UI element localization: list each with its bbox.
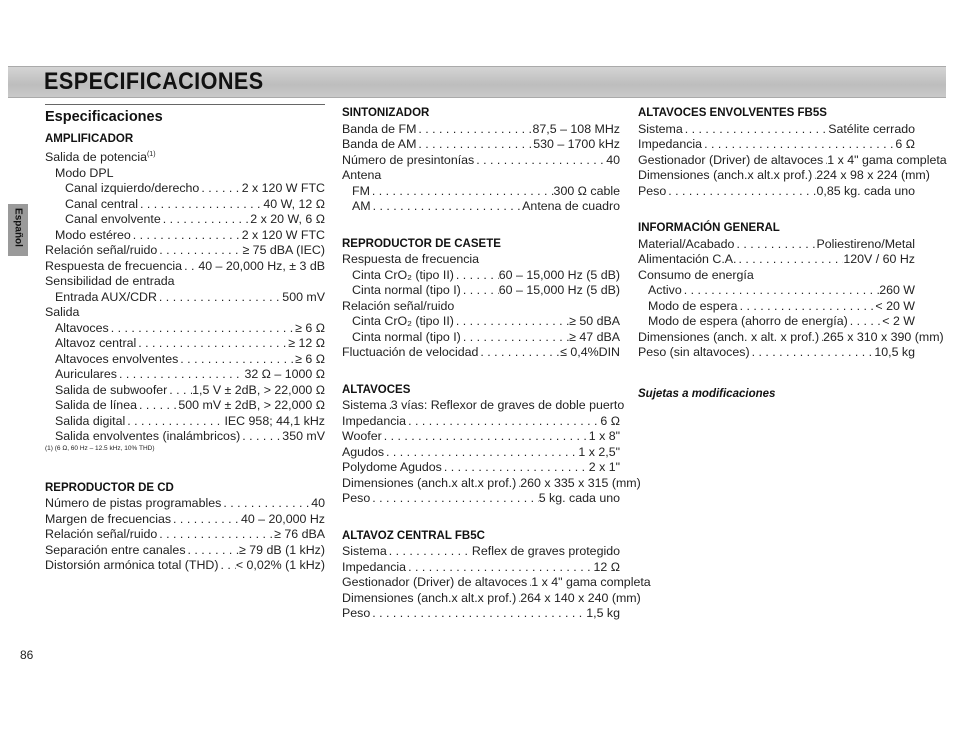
- spec-list: [342, 544, 651, 622]
- spec-value: 40: [311, 496, 325, 511]
- dot-leader: [461, 330, 569, 346]
- spec-row: [342, 590, 641, 607]
- spec-label: Impedancia: [638, 137, 703, 151]
- spec-list: [342, 184, 620, 215]
- spec-row: [342, 429, 620, 445]
- spec-row: [342, 460, 620, 476]
- spec-value: ≥ 6 Ω: [295, 320, 325, 335]
- spec-label: Fluctuación de velocidad: [342, 345, 479, 359]
- spec-label: Activo: [648, 283, 682, 297]
- dot-leader: [478, 345, 560, 361]
- spec-label: Relación señal/ruido: [45, 527, 158, 542]
- column-3: [638, 106, 947, 402]
- dot-leader: [109, 321, 295, 337]
- spec-row: [45, 259, 325, 275]
- dot-leader: [219, 558, 236, 574]
- dot-leader: [117, 367, 244, 383]
- spec-label: Alimentación C.A.: [638, 252, 737, 266]
- spec-value: 2 x 20 W, 6 Ω: [250, 212, 325, 227]
- spec-label: Salida de línea: [55, 398, 137, 413]
- dot-leader: [734, 237, 816, 253]
- spec-row: [342, 137, 620, 153]
- spec-value: 2 x 1": [588, 460, 620, 474]
- spec-list: [45, 290, 325, 306]
- spec-row: [638, 122, 915, 138]
- spec-value: 12 Ω: [593, 559, 620, 574]
- spec-row: [342, 199, 620, 215]
- section-title-casete: REPRODUCTOR DE CASETE: [342, 237, 501, 250]
- spec-value: 0,85 kg. cada uno: [816, 183, 915, 198]
- dot-leader: [157, 290, 282, 306]
- spec-label: Material/Acabado: [638, 236, 735, 251]
- spec-row: [342, 491, 620, 507]
- dot-leader: [474, 153, 606, 169]
- disclaimer: Sujetas a modificaciones: [638, 387, 776, 400]
- spec-row: [45, 496, 325, 512]
- spec-value: Satélite cerrado: [828, 121, 915, 136]
- dot-leader: [370, 606, 586, 622]
- dot-leader: [750, 345, 875, 361]
- spec-row: [45, 352, 325, 368]
- dot-leader: [736, 252, 843, 268]
- spec-group-label: Sensibilidad de entrada: [45, 274, 175, 289]
- dot-leader: [240, 429, 282, 445]
- spec-value: ≥ 12 Ω: [288, 336, 325, 351]
- spec-label: Sistema: [638, 121, 683, 136]
- spec-label: Distorsión armónica total (THD): [45, 558, 219, 573]
- spec-row: [45, 429, 325, 445]
- spec-row: [45, 228, 325, 244]
- spec-label: FM: [352, 183, 370, 198]
- spec-value: ≥ 75 dBA (IEC): [242, 243, 325, 258]
- spec-row: [342, 445, 620, 461]
- dot-leader: [454, 314, 569, 330]
- spec-label: Dimensiones (anch.x alt.x prof.): [638, 168, 813, 182]
- section-title-central: ALTAVOZ CENTRAL FB5C: [342, 529, 485, 542]
- spec-row: [45, 243, 325, 259]
- spec-value: 40 – 20,000 Hz, ± 3 dB: [198, 258, 325, 273]
- spec-label: Gestionador (Driver) de altavoces: [342, 575, 528, 589]
- banner-title: ESPECIFICACIONES: [44, 68, 264, 95]
- spec-value: 3 vías: Reflexor de graves de doble puerto: [390, 398, 625, 412]
- spec-value: ≥ 47 dBA: [569, 329, 620, 344]
- spec-value: 6 Ω: [600, 413, 620, 428]
- dot-leader: [157, 243, 242, 259]
- spec-row: [45, 414, 325, 430]
- spec-row: [638, 237, 915, 253]
- spec-value: Reflex de graves protegido: [471, 544, 620, 558]
- spec-value: 87,5 – 108 MHz: [532, 121, 620, 136]
- spec-row: [45, 367, 325, 383]
- section-title-cd: REPRODUCTOR DE CD: [45, 481, 174, 494]
- spec-row: [342, 560, 620, 576]
- spec-list: [45, 321, 325, 445]
- spec-value: IEC 958; 44,1 kHz: [224, 413, 325, 428]
- spec-label: Margen de frecuencias: [45, 511, 172, 526]
- spec-label: Cinta normal (tipo I): [352, 329, 461, 344]
- spec-list: [342, 398, 641, 507]
- spec-label: Banda de AM: [342, 137, 417, 151]
- spec-value: 500 mV: [282, 289, 325, 304]
- spec-row: [638, 137, 915, 153]
- dot-leader: [406, 414, 600, 430]
- spec-value: 6 Ω: [895, 137, 915, 151]
- heading-rule: [45, 104, 325, 105]
- spec-label: Dimensiones (anch.x alt.x prof.): [342, 590, 517, 605]
- spec-row: [45, 197, 325, 213]
- spec-row: [638, 283, 915, 299]
- spec-label: Respuesta de frecuencia: [45, 258, 183, 273]
- dot-leader: [125, 414, 224, 430]
- dot-leader: [416, 137, 533, 153]
- spec-label: Peso (sin altavoces): [638, 345, 750, 359]
- spec-label: Salida digital: [55, 413, 126, 428]
- spec-label: Canal envolvente: [65, 212, 161, 227]
- spec-value: 260 W: [879, 283, 915, 297]
- dot-leader: [384, 445, 578, 461]
- spec-row: [45, 336, 325, 352]
- spec-list: [342, 268, 620, 299]
- spec-value: 1 x 8": [588, 429, 620, 443]
- dot-leader: [666, 184, 816, 200]
- spec-label: Salida envolventes (inalámbricos): [55, 429, 241, 444]
- dot-leader: [406, 560, 593, 576]
- spec-row: [342, 122, 620, 138]
- dot-leader: [848, 314, 883, 330]
- spec-label: Dimensiones (anch. x alt. x prof.): [638, 329, 820, 344]
- spec-label: AM: [352, 199, 371, 213]
- spec-group-label: [45, 147, 325, 166]
- spec-label: Sistema: [342, 544, 387, 558]
- spec-list: [638, 237, 915, 268]
- spec-value: 2 x 120 W FTC: [241, 181, 325, 196]
- spec-row: [342, 398, 625, 414]
- spec-list: [638, 121, 947, 200]
- spec-label: Modo de espera: [648, 298, 738, 313]
- dot-leader: [186, 543, 239, 559]
- spec-label: Separación entre canales: [45, 542, 186, 557]
- spec-label: Impedancia: [342, 413, 407, 428]
- dot-leader: [738, 299, 876, 315]
- spec-row: [342, 153, 620, 169]
- spec-row: [342, 345, 620, 361]
- spec-label: Altavoz central: [55, 336, 137, 351]
- dot-leader: [387, 544, 472, 560]
- spec-list: [45, 496, 325, 574]
- dot-leader: [171, 512, 241, 528]
- spec-label: Cinta normal (tipo I): [352, 283, 461, 297]
- spec-value: 300 Ω cable: [553, 183, 620, 198]
- spec-group-label: Consumo de energía: [638, 267, 754, 282]
- spec-value: 60 – 15,000 Hz (5 dB): [498, 267, 620, 282]
- spec-label: Canal central: [65, 196, 139, 211]
- spec-value: 264 x 140 x 240 (mm): [520, 590, 641, 605]
- spec-row: [638, 314, 915, 330]
- spec-group-label: Salida: [45, 305, 80, 320]
- spec-row: [45, 543, 325, 559]
- spec-row: [45, 321, 325, 337]
- spec-row: [638, 184, 915, 200]
- dot-leader: [131, 228, 242, 244]
- spec-group-label: Respuesta de frecuencia: [342, 252, 480, 266]
- spec-value: ≥ 79 dB (1 kHz): [239, 542, 325, 557]
- dot-leader: [167, 383, 192, 399]
- spec-label: Canal izquierdo/derecho: [65, 181, 200, 196]
- dot-leader: [454, 268, 499, 284]
- spec-row: [342, 330, 620, 346]
- spec-row: [342, 414, 620, 430]
- spec-value: 1,5 V ± 2dB, > 22,000 Ω: [192, 382, 325, 397]
- spec-label: Salida de subwoofer: [55, 382, 168, 397]
- page-heading: Especificaciones: [45, 109, 163, 125]
- dot-leader: [370, 184, 554, 200]
- dot-leader: [370, 491, 538, 507]
- dot-leader: [221, 496, 311, 512]
- spec-row: [638, 252, 915, 268]
- spec-value: ≥ 76 dBA: [274, 527, 325, 542]
- dot-leader: [682, 283, 879, 299]
- language-tab-label: Español: [12, 208, 24, 247]
- spec-value: < 2 W: [882, 314, 915, 328]
- spec-value: 40 W, 12 Ω: [263, 196, 325, 211]
- spec-row: [638, 345, 915, 361]
- spec-label: Auriculares: [55, 367, 117, 382]
- spec-row: [342, 184, 620, 200]
- spec-value: 224 x 98 x 224 (mm): [816, 168, 930, 182]
- dot-leader: [137, 398, 178, 414]
- section-title-general: INFORMACIÓN GENERAL: [638, 222, 780, 234]
- spec-list: [638, 283, 944, 361]
- spec-value: ≤ 0,4%DIN: [560, 345, 620, 359]
- spec-label: Polydome Agudos: [342, 460, 442, 474]
- spec-label: Modo de espera (ahorro de energía): [648, 314, 848, 328]
- spec-label: Salida de potencia: [45, 150, 147, 165]
- spec-row: [45, 512, 325, 528]
- spec-label: Impedancia: [342, 559, 407, 574]
- spec-value: 350 mV: [282, 429, 325, 444]
- section-banner: [8, 66, 946, 98]
- dot-leader: [138, 197, 263, 213]
- spec-row: [45, 290, 325, 306]
- spec-group-label: Modo DPL: [55, 165, 114, 180]
- spec-label: Altavoces envolventes: [55, 351, 179, 366]
- section-title-envolventes: ALTAVOCES ENVOLVENTES FB5S: [638, 107, 827, 119]
- spec-row: [342, 606, 620, 622]
- dot-leader: [371, 199, 523, 215]
- dot-leader: [157, 527, 274, 543]
- spec-row: [45, 212, 325, 228]
- dot-leader: [382, 429, 589, 445]
- spec-label: Número de pistas programables: [45, 496, 222, 511]
- section-title-sintonizador: SINTONIZADOR: [342, 107, 430, 119]
- spec-value: 1 x 2,5": [578, 444, 620, 459]
- spec-list: [342, 314, 620, 361]
- spec-row: [45, 527, 325, 543]
- spec-row: [45, 383, 325, 399]
- spec-value: 530 – 1700 kHz: [533, 137, 620, 151]
- spec-row: [342, 268, 620, 284]
- spec-value: 5 kg. cada uno: [538, 491, 620, 505]
- dot-leader: [136, 336, 288, 352]
- dot-leader: [178, 352, 295, 368]
- footnote: (1) (6 Ω, 60 Hz – 12.5 kHz, 10% THD): [45, 444, 155, 452]
- dot-leader: [161, 212, 251, 228]
- spec-label: Banda de FM: [342, 121, 417, 136]
- dot-leader: [199, 181, 241, 197]
- spec-value: 265 x 310 x 390 (mm): [823, 329, 944, 344]
- spec-row: [45, 398, 325, 414]
- spec-row: [638, 152, 947, 169]
- spec-label: Gestionador (Driver) de altavoces: [638, 152, 824, 167]
- spec-row: [638, 299, 915, 315]
- spec-value: < 0,02% (1 kHz): [235, 558, 325, 573]
- spec-list: [45, 181, 325, 274]
- spec-value: 10,5 kg: [874, 345, 915, 359]
- spec-label: Agudos: [342, 444, 385, 459]
- spec-value: 1 x 4" gama completa: [531, 575, 651, 589]
- column-1: [45, 106, 325, 574]
- spec-value: ≥ 50 dBA: [569, 314, 620, 328]
- section-title-altavoces: ALTAVOCES: [342, 383, 411, 396]
- spec-label: Relación señal/ruido: [45, 243, 158, 258]
- spec-row: [342, 544, 620, 560]
- dot-leader: [442, 460, 589, 476]
- dot-leader: [683, 122, 828, 138]
- spec-label: Altavoces: [55, 320, 109, 335]
- dot-leader: [461, 283, 499, 299]
- dot-leader: [416, 122, 532, 138]
- spec-row: [638, 168, 930, 184]
- spec-row: [638, 329, 944, 346]
- spec-row: [342, 314, 620, 330]
- spec-value: < 20 W: [875, 298, 915, 313]
- column-2: [342, 106, 651, 622]
- spec-value: 40 – 20,000 Hz: [240, 511, 325, 526]
- spec-value: 32 Ω – 1000 Ω: [244, 367, 325, 382]
- spec-list: [342, 122, 620, 169]
- spec-label: Modo estéreo: [55, 227, 131, 242]
- spec-label: Peso: [342, 606, 371, 620]
- spec-row: [342, 475, 641, 492]
- spec-row: [45, 558, 325, 574]
- spec-value: 60 – 15,000 Hz (5 dB): [498, 283, 620, 297]
- spec-value: Poliestireno/Metal: [816, 236, 915, 251]
- spec-value: 1 x 4" gama completa: [827, 152, 947, 167]
- spec-value: 120V / 60 Hz: [843, 252, 915, 266]
- spec-label: Dimensiones (anch.x alt.x prof.): [342, 475, 517, 490]
- language-tab: [8, 204, 28, 256]
- spec-value: 260 x 335 x 315 (mm): [520, 475, 641, 490]
- spec-label: Cinta CrO₂ (tipo II): [352, 267, 454, 282]
- section-title-amplificador: AMPLIFICADOR: [45, 132, 134, 145]
- spec-value: 500 mV ± 2dB, > 22,000 Ω: [178, 398, 325, 413]
- spec-label: Cinta CrO₂ (tipo II): [352, 314, 454, 328]
- dot-leader: [182, 259, 198, 275]
- spec-label: Sistema: [342, 398, 387, 412]
- spec-value: 40: [606, 152, 620, 167]
- spec-value: 2 x 120 W FTC: [241, 227, 325, 242]
- page-number: 86: [20, 648, 34, 662]
- spec-row: [342, 575, 651, 591]
- spec-label: Peso: [342, 491, 371, 505]
- spec-group-label: Relación señal/ruido: [342, 298, 455, 313]
- spec-label: Entrada AUX/CDR: [55, 289, 157, 304]
- spec-label: Peso: [638, 183, 667, 198]
- footnote-marker: (1): [146, 151, 156, 158]
- spec-value: ≥ 6 Ω: [295, 351, 325, 366]
- spec-label: Woofer: [342, 429, 382, 443]
- spec-value: Antena de cuadro: [522, 199, 620, 213]
- spec-value: 1,5 kg: [586, 606, 620, 620]
- spec-row: [342, 283, 620, 299]
- spec-label: Número de presintonías: [342, 152, 475, 167]
- spec-row: [45, 181, 325, 197]
- spec-group-label: Antena: [342, 168, 382, 182]
- dot-leader: [702, 137, 895, 153]
